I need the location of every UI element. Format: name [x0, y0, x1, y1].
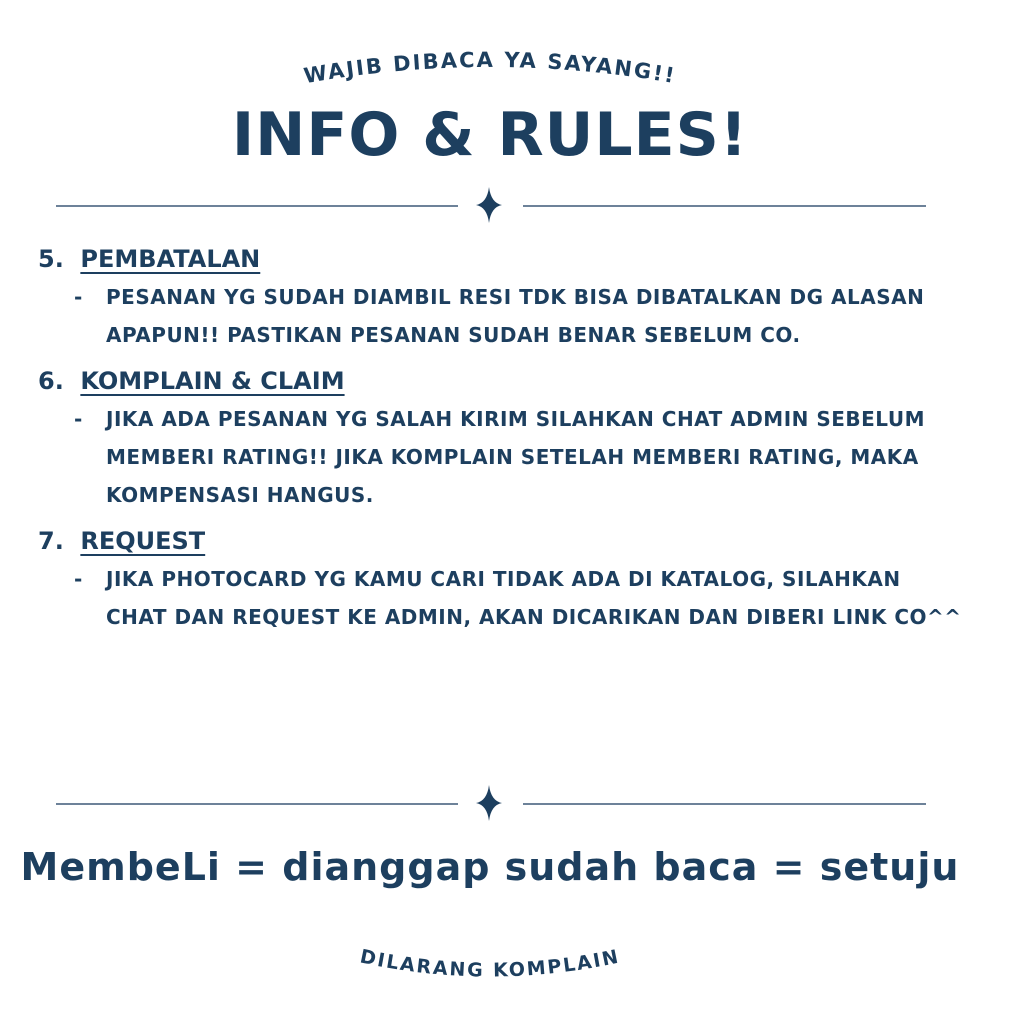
divider-line: [56, 803, 458, 805]
rule-header: [38, 240, 968, 278]
sparkle-icon: [474, 783, 504, 823]
rule-body-block: [38, 278, 968, 354]
footer-text: DILARANG KOMPLAIN: [358, 945, 622, 982]
divider-line: [523, 803, 926, 805]
rule-7: [38, 522, 968, 636]
divider-line: [56, 205, 458, 207]
footer-arc: [0, 930, 1024, 1000]
rule-dash: -: [74, 567, 83, 591]
rule-number: 5.: [38, 245, 64, 273]
rule-6: [38, 362, 968, 514]
svg-text:DILARANG KOMPLAIN: [358, 946, 622, 982]
sparkle-icon: [474, 185, 504, 225]
rule-number: 7.: [38, 527, 64, 555]
page-title: INFO & RULES!: [231, 100, 749, 170]
rule-body: JIKA ADA PESANAN YG SALAH KIRIM SILAHKAN CHAT ADMIN SEBELUM MEMBERI RATING!! JIKA KOMPLAIN SETELAH MEMBERI RATING, MAKA KOMPENSASI HANGUS.: [106, 407, 925, 507]
rule-body: PESANAN YG SUDAH DIAMBIL RESI TDK BISA DIBATALKAN DG ALASAN APAPUN!! PASTIKAN PESANAN SUDAH BENAR SEBELUM CO.: [106, 285, 925, 347]
divider-line: [523, 205, 926, 207]
tagline: MembeLi = dianggap sudah baca = setuju: [20, 845, 960, 889]
rules-list: [38, 240, 968, 644]
top-divider: [56, 191, 926, 221]
rule-heading: PEMBATALAN: [80, 245, 261, 273]
svg-text:WAJIB DIBACA YA SAYANG!!: [302, 48, 678, 88]
rule-heading: REQUEST: [80, 527, 206, 555]
header-subtitle: WAJIB DIBACA YA SAYANG!!: [302, 47, 679, 89]
rule-number: 6.: [38, 367, 64, 395]
rule-dash: -: [74, 285, 83, 309]
rule-header: [38, 522, 968, 560]
rule-body-block: [38, 400, 968, 514]
bottom-divider: [56, 789, 926, 819]
rule-5: [38, 240, 968, 354]
rule-heading: KOMPLAIN & CLAIM: [80, 367, 345, 395]
rule-body: JIKA PHOTOCARD YG KAMU CARI TIDAK ADA DI KATALOG, SILAHKAN CHAT DAN REQUEST KE ADMIN, AKAN DICARIKAN DAN DIBERI LINK CO^^: [106, 567, 962, 629]
rule-dash: -: [74, 407, 83, 431]
rule-header: [38, 362, 968, 400]
rule-body-block: [38, 560, 968, 636]
